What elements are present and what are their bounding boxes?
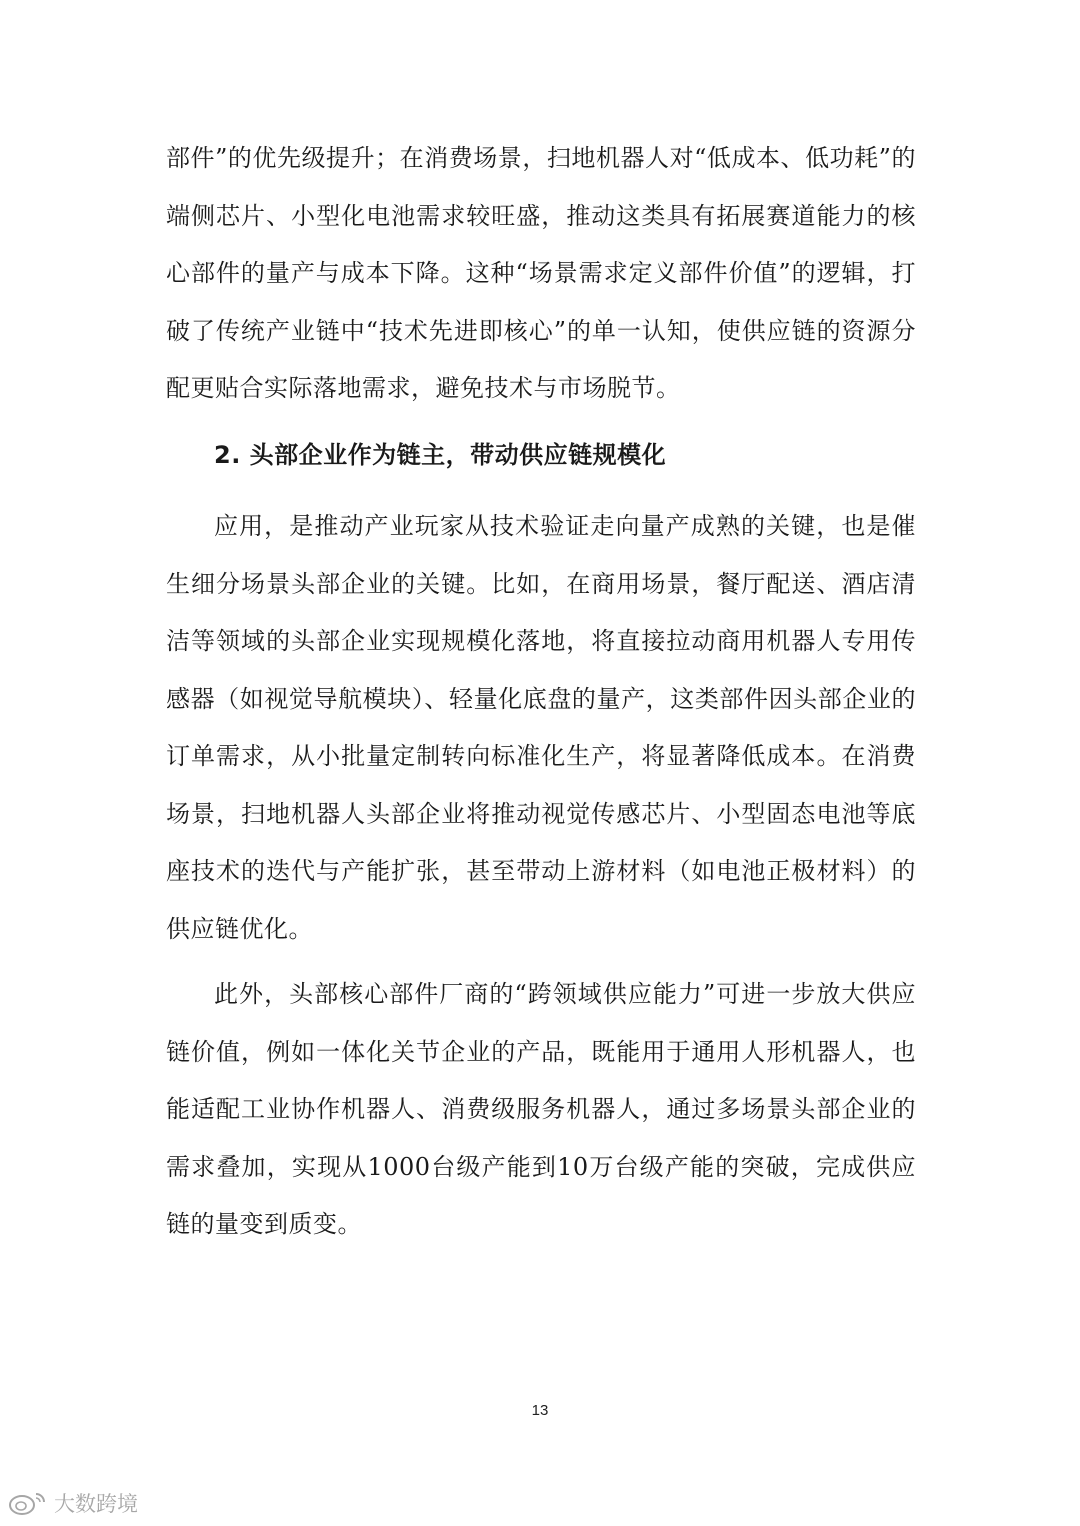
watermark xyxy=(8,1488,138,1518)
paragraph-1: 部件”的优先级提升；在消费场景，扫地机器人对“低成本、低功耗”的端侧芯片、小型化电池需求较旺盛，推动这类具有拓展赛道能力的核心部件的量产与成本下降。这种“场景需求定义部件价值”的逻辑，打破了传统产业链中“技术先进即核心”的单一认知，使供应链的资源分配更贴合实际落地需求，避免技术与市场脱节。 xyxy=(166,144,916,402)
page-number: 13 xyxy=(531,1402,549,1419)
weibo-logo-icon xyxy=(8,1490,48,1516)
watermark-text: 大数跨境 xyxy=(54,1492,138,1516)
paragraph-3: 此外，头部核心部件厂商的“跨领域供应能力”可进一步放大供应链价值，例如一体化关节企业的产品，既能用于通用人形机器人，也能适配工业协作机器人、消费级服务机器人，通过多场景头部企业的需求叠加，实现从1000台级产能到10万台级产能的突破，完成供应链的量变到质变。 xyxy=(166,980,916,1238)
section-heading: 2. 头部企业作为链主，带动供应链规模化 xyxy=(214,441,667,469)
paragraph-2: 应用，是推动产业玩家从技术验证走向量产成熟的关键，也是催生细分场景头部企业的关键。比如，在商用场景，餐厅配送、酒店清洁等领域的头部企业实现规模化落地，将直接拉动商用机器人专用传感器（如视觉导航模块）、轻量化底盘的量产，这类部件因头部企业的订单需求，从小批量定制转向标准化生产，将显著降低成本。在消费场景，扫地机器人头部企业将推动视觉传感芯片、小型固态电池等底座技术的迭代与产能扩张，甚至带动上游材料（如电池正极材料）的供应链优化。 xyxy=(166,512,916,943)
